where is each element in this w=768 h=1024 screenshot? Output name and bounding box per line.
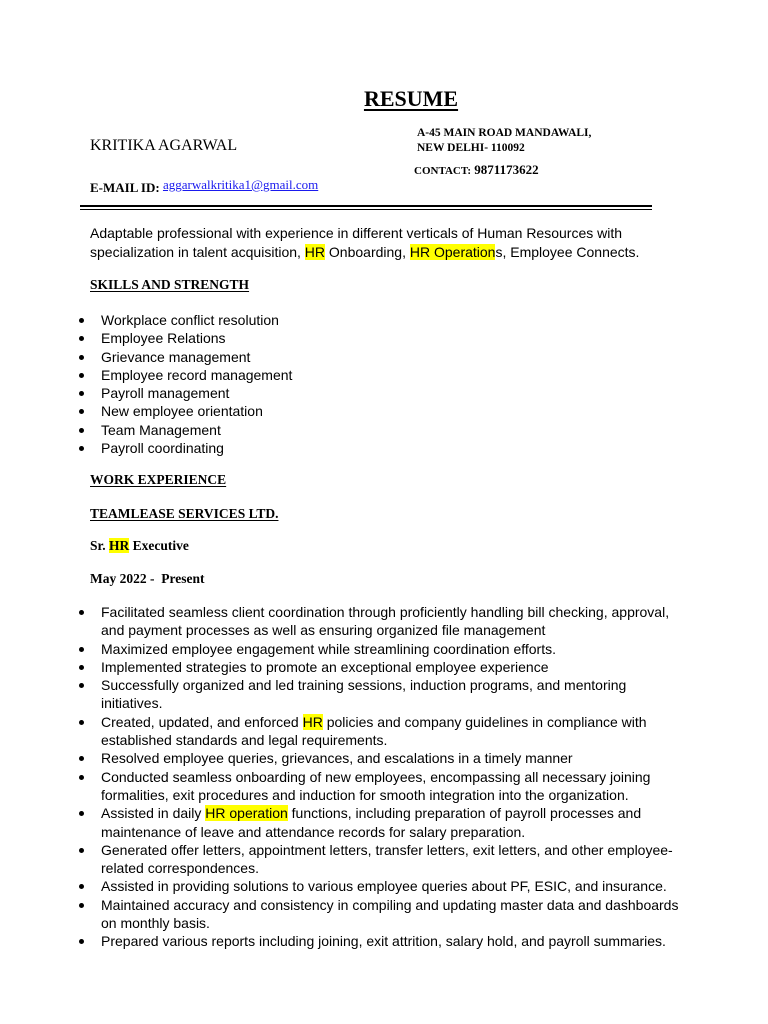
email-label: E-MAIL ID:: [90, 180, 160, 195]
bullet-icon: [79, 373, 84, 378]
address-line-2: NEW DELHI- 110092: [417, 142, 525, 154]
skills-list: [79, 311, 679, 457]
bullet-icon: [79, 391, 84, 396]
skill-text: Payroll coordinating: [101, 440, 224, 457]
professional-summary: [90, 224, 690, 262]
email-link[interactable]: aggarwalkritika1@gmail.com: [162, 177, 319, 192]
skills-heading: SKILLS AND STRENGTH: [90, 277, 250, 292]
bullet-icon: [79, 647, 84, 652]
list-item: [79, 366, 679, 384]
candidate-name: KRITIKA AGARWAL: [90, 137, 238, 154]
list-item: [79, 749, 679, 767]
bullet-icon: [79, 428, 84, 433]
summary-text-2: Onboarding,: [325, 244, 410, 260]
summary-text-1: Adaptable professional with experience in different verticals of Human Resources with specialization in talent acquisition,: [90, 225, 623, 260]
contact-block: [414, 162, 539, 178]
job-title-highlight-hr: HR: [109, 538, 130, 553]
list-item: [79, 932, 679, 950]
bullet-icon: [79, 318, 84, 323]
list-item: [79, 804, 679, 841]
bullet-icon: [79, 939, 84, 944]
job-title-prefix: Sr.: [90, 538, 110, 553]
skill-text: Employee Relations: [101, 330, 226, 347]
list-item: [79, 603, 679, 640]
bullet-icon: [79, 610, 84, 615]
bullet-icon: [79, 355, 84, 360]
duty-text: Created, updated, and enforced: [101, 713, 303, 730]
bullet-icon: [79, 775, 84, 780]
bullet-icon: [79, 756, 84, 761]
bullet-icon: [79, 884, 84, 889]
summary-text-3: s, Employee Connects.: [495, 244, 640, 260]
duty-text: functions, including preparation of payroll processes and maintenance of leave and attendance records for salary preparation.: [101, 805, 642, 840]
list-item: [79, 329, 679, 347]
list-item: [79, 841, 679, 878]
list-item: [79, 713, 679, 750]
bullet-icon: [79, 848, 84, 853]
list-item: [79, 421, 679, 439]
duty-text: Prepared various reports including joining, exit attrition, salary hold, and payroll summaries.: [101, 933, 666, 950]
company-name: TEAMLEASE SERVICES LTD.: [90, 506, 279, 521]
contact-label: CONTACT:: [414, 165, 472, 177]
list-item: [79, 877, 679, 895]
job-title: [90, 538, 189, 554]
address-line-1: A-45 MAIN ROAD MANDAWALI,: [417, 127, 592, 139]
list-item: [79, 658, 679, 676]
employment-period: May 2022 - Present: [90, 571, 205, 586]
list-item: [79, 348, 679, 366]
bullet-icon: [79, 811, 84, 816]
email-block: [90, 177, 319, 196]
resume-title: RESUME: [363, 86, 459, 111]
header-divider: [80, 205, 652, 207]
skill-text: Employee record management: [101, 366, 293, 383]
list-item: [79, 896, 679, 933]
skill-text: Grievance management: [101, 348, 251, 365]
bullet-icon: [79, 903, 84, 908]
work-experience-heading: WORK EXPERIENCE: [90, 472, 227, 487]
header-divider-thin: [80, 209, 652, 210]
skill-text: Team Management: [101, 421, 221, 438]
bullet-icon: [79, 720, 84, 725]
summary-highlight-hr-operation: HR Operation: [409, 244, 496, 260]
duty-highlight-hr: HR: [302, 713, 323, 730]
skill-text: Payroll management: [101, 385, 230, 402]
duty-text: Assisted in providing solutions to various employee queries about PF, ESIC, and insurance.: [101, 878, 667, 895]
duty-text: Facilitated seamless client coordination through proficiently handling bill checking, approval, and payment processes as well as ensuring organized file management: [101, 604, 670, 639]
duty-text: Maximized employee engagement while streamlining coordination efforts.: [101, 640, 556, 657]
list-item: [79, 311, 679, 329]
list-item: [79, 439, 679, 457]
duty-text: Successfully organized and led training sessions, induction programs, and mentoring initiatives.: [101, 677, 627, 712]
bullet-icon: [79, 446, 84, 451]
list-item: [79, 768, 679, 805]
list-item: [79, 384, 679, 402]
address-block: [417, 126, 591, 156]
duty-text: Assisted in daily: [101, 805, 206, 822]
duties-list: [79, 603, 679, 951]
duty-text: Resolved employee queries, grievances, and escalations in a timely manner: [101, 750, 573, 767]
bullet-icon: [79, 665, 84, 670]
duty-text: Conducted seamless onboarding of new employees, encompassing all necessary joining formalities, exit procedures and induction for smooth integration into the organization.: [101, 768, 651, 803]
contact-number: 9871173622: [474, 162, 539, 177]
summary-highlight-hr: HR: [304, 244, 326, 260]
bullet-icon: [79, 409, 84, 414]
skill-text: Workplace conflict resolution: [101, 312, 279, 328]
bullet-icon: [79, 683, 84, 688]
list-item: [79, 640, 679, 658]
bullet-icon: [79, 336, 84, 341]
duty-text: Implemented strategies to promote an exceptional employee experience: [101, 658, 549, 675]
duty-text: policies and company guidelines in compliance with established standards and legal requirements.: [101, 713, 647, 749]
skill-text: New employee orientation: [101, 403, 263, 420]
list-item: [79, 402, 679, 420]
list-item: [79, 676, 679, 713]
duty-text: Maintained accuracy and consistency in compiling and updating master data and dashboards on monthly basis.: [101, 896, 679, 932]
duty-text: Generated offer letters, appointment letters, transfer letters, exit letters, and other employee-related correspondences.: [101, 841, 673, 877]
duty-highlight-hr-operation: HR operation: [205, 805, 288, 822]
job-title-suffix: Executive: [129, 538, 189, 553]
